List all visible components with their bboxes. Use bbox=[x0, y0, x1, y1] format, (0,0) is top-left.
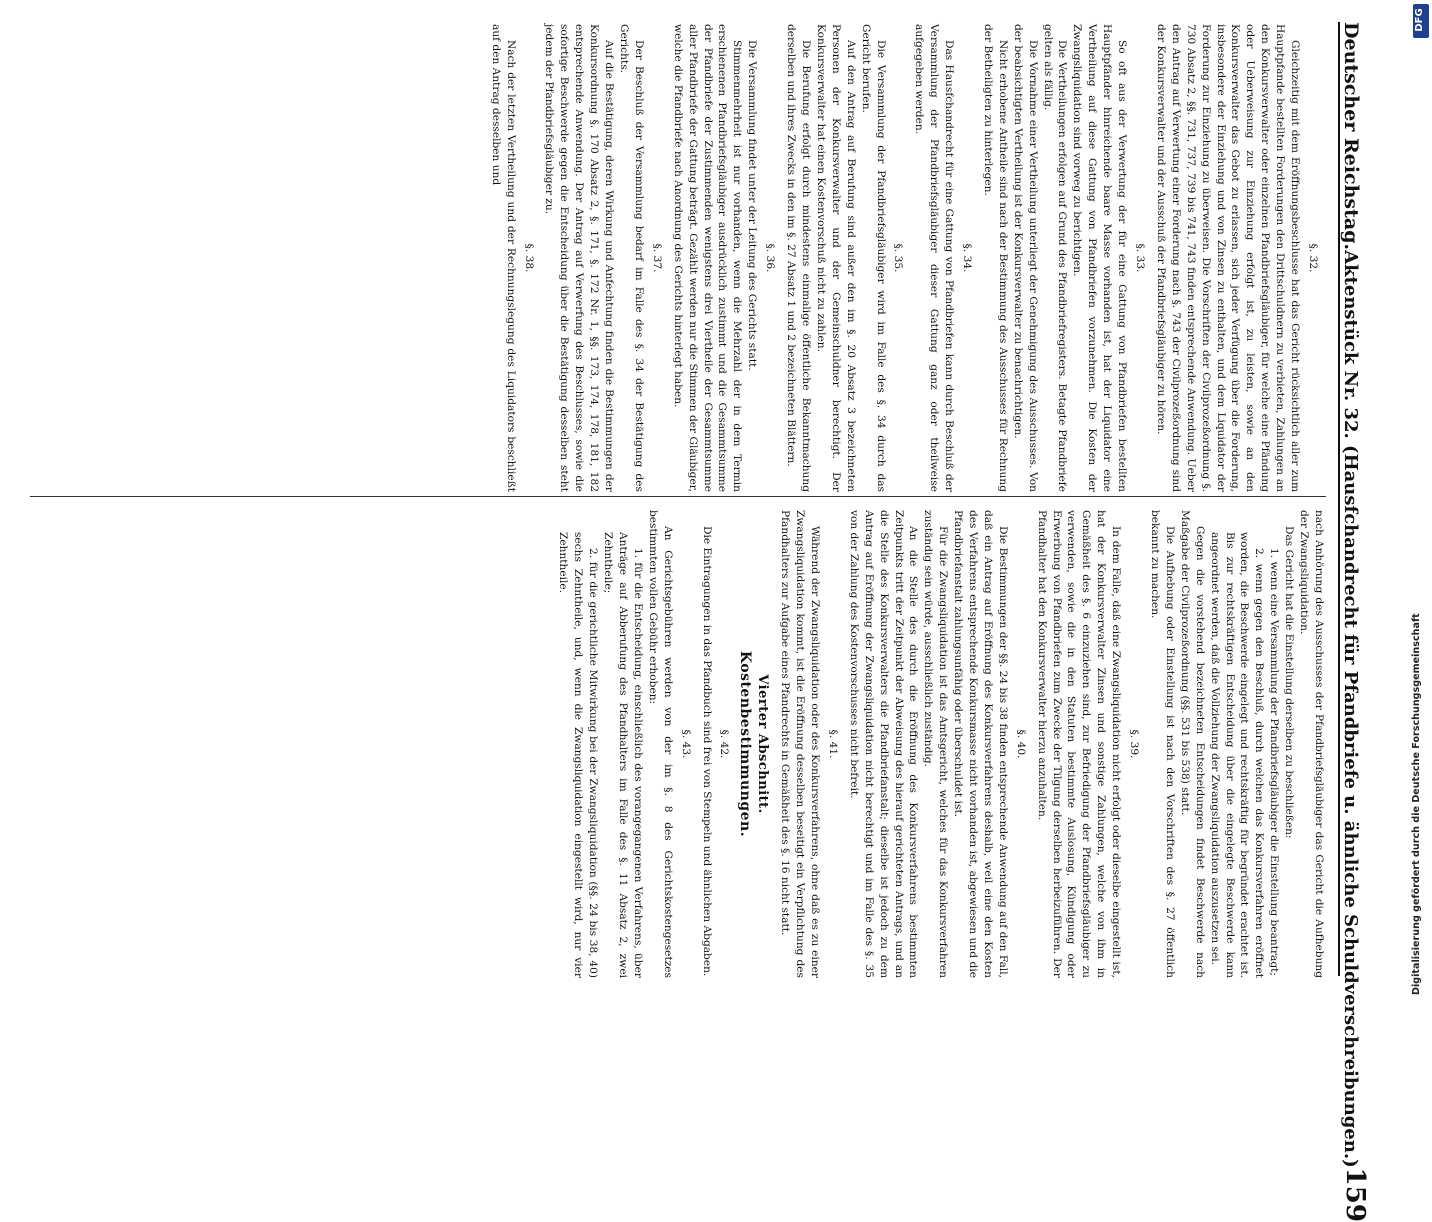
digitization-credit: Digitalisierung gefördert durch die Deutsche Forschungsgemeinschaft bbox=[1411, 613, 1422, 995]
section-number: §. 37. bbox=[650, 243, 663, 273]
paragraph: nach Anhörung des Ausschusses der Pfandbriefsgläubiger das Gericht die Aufhebung der Zwangsliquidation. bbox=[1298, 510, 1325, 978]
list-item: 1. für die Entscheidung, einschließlich des vorangegangenen Verfahrens, über Anträge auf Abberufung des Pfandhalters im Falle des §. 11 Absatz 2, zwei Zehntheile; bbox=[602, 532, 644, 978]
list-item: 2. für die gerichtliche Mitwirkung bei der Zwangsliquidation (§§. 24 bis 38, 40) sechs Zehntheile, und, wenn die Zwangsliquidation eingestellt wird, nur vier Zehntheile. bbox=[557, 532, 600, 978]
paragraph: Die Bestimmungen der §§. 24 bis 38 finden entsprechende Anwendung auf den Fall, daß ein Antrag auf Eröffnung des Konkursverfahrens deshalb, weil eine den Kosten des Verfahrens entsprechende Konkursmasse nicht vorhanden ist, abgewiesen und die Pfandbriefanstalt zahlungsunfähig oder überschuldet ist. bbox=[952, 510, 1009, 978]
column-divider bbox=[30, 496, 1326, 497]
paragraph: Die Berufung erfolgt durch mindestens einmalige öffentliche Bekanntmachung derselben und ihres Zwecks in den im §. 27 Absatz 1 und 2 bezeichneten Blättern. bbox=[785, 24, 812, 492]
section-number: §. 39. bbox=[1128, 729, 1141, 759]
paragraph: Gegen die vorstehend bezeichneten Entscheidungen findet Beschwerde nach Maßgabe der Civilprozeßordnung (§§. 531 bis 538) statt. bbox=[1178, 510, 1206, 978]
section-number: §. 41. bbox=[826, 729, 839, 759]
section-number: §. 40. bbox=[1014, 729, 1027, 759]
paragraph: Das Gericht hat die Einstellung derselben zu beschließen: bbox=[1283, 526, 1296, 839]
paragraph: Die Aufhebung oder Einstellung ist nach den Vorschriften des §. 27 öffentlich bekannt zu machen. bbox=[1149, 510, 1176, 978]
paragraph: Die Eintragungen in das Pfandbuch sind frei von Stempeln und ähnlichen Abgaben. bbox=[700, 526, 713, 977]
chapter-title: Kostenbestimmungen. bbox=[737, 650, 754, 838]
paragraph: Auf den Antrag auf Berufung sind außer den im §. 20 Absatz 3 bezeichneten Personen der Konkursverwalter und der Gemeinschuldner berechtigt. Der Konkursverwalter hat einen Kostenvorschuß nicht zu zahlen. bbox=[814, 24, 857, 492]
paragraph: Der Beschluß der Versammlung bedarf im Falle des §. 34 der Bestätigung des Gerichts. bbox=[618, 24, 645, 492]
list-item: 2. wenn gegen den Beschluß, durch welchen das Konkursverfahren eröffnet worden, die Beschwerde eingelegt und rechtskräftig für begründet erachtet ist. Bis zur rechtskräftigen Entscheidung über die eingelegte Beschwerde kann angeordnet werden, daß die Vollziehung der Zwangsliquidation auszusetzen sei. bbox=[1208, 532, 1266, 978]
paragraph: Nach der letzten Vertheilung und der Rechnungslegung des Liquidators beschließt auf den Antrag desselben und bbox=[489, 24, 517, 492]
paragraph: Die Versammlung findet unter der Leitung des Gerichts statt. bbox=[746, 40, 759, 371]
paragraph: Auf die Bestätigung, deren Wirkung und Anfechtung finden die Bestimmungen der Konkursordnung §. 170 Absatz 2, §. 171, §. 172 Nr. 1, §§. 173, 174, 178, 181, 182 entsprechende Anwendung. Der Antrag auf Verwerfung des Beschlusses, sowie die sofortige Beschwerde gegen die Entscheidung über die Bestätigung desselben steht jedem der Pfandbriefsgläubiger zu. bbox=[543, 24, 616, 492]
section-number: §. 36. bbox=[764, 243, 777, 273]
section-number: §. 43. bbox=[679, 729, 692, 759]
page-number: 159 bbox=[1340, 1167, 1370, 1222]
chapter-heading: Vierter Abschnitt. bbox=[755, 674, 771, 814]
right-column bbox=[18, 510, 1326, 978]
section-number: §. 38. bbox=[522, 243, 535, 273]
dfg-logo-badge bbox=[1413, 4, 1429, 38]
section-number: §. 35. bbox=[892, 243, 905, 273]
digitization-sidebar bbox=[1408, 0, 1432, 1000]
page-header bbox=[1338, 22, 1374, 1222]
paragraph: Die Vornahme einer Vertheilung unterliegt der Genehmigung des Ausschusses. Von der beabsichtigten Vertheilung ist der Konkursverwalter zu benachrichtigen. bbox=[1011, 24, 1039, 492]
paragraph: Während der Zwangsliquidation oder des Konkursverfahrens, ohne daß es zu einer Zwangsliquidation kommt, ist die Eröffnung desselben beseitigt ein Verpflichtung des Pfandhalters zur Aufgabe eines Pfandrechts in Gemäßheit des §. 16 nicht statt. bbox=[779, 510, 821, 978]
header-left: Deutscher Reichstag. bbox=[1340, 22, 1362, 251]
paragraph: Für die Zwangsliquidation ist das Amtsgericht, welches für das Konkursverfahren zuständig sein würde, ausschließlich zuständig. bbox=[922, 510, 950, 978]
paragraph: Das Hausfchandrecht für eine Gattung von Pfandbriefen kann durch Beschluß der Versammlung der Pfandbriefsgläubiger dieser Gattung ganz oder theilweise aufgegeben werden. bbox=[913, 24, 956, 492]
paragraph: An Gerichtsgebühren werden von der im §. 8 des Gerichtskostengesetzes bestimmten vollen Gebühr erhoben: bbox=[646, 510, 674, 978]
dfg-logo-text: DFG bbox=[1414, 8, 1425, 32]
section-number: §. 34. bbox=[961, 243, 974, 273]
paragraph: Die Vertheilungen erfolgen auf Grund des Pfandbriefregisters. Betagte Pfandbriefe gelten als fällig. bbox=[1041, 24, 1069, 492]
section-number: §. 42. bbox=[718, 729, 731, 759]
list-item: 1. wenn eine Versammlung der Pfandbriefsgläubiger die Einstellung beantragt; bbox=[1268, 548, 1281, 976]
left-column bbox=[18, 24, 1326, 492]
paragraph: Die Versammlung der Pfandbriefsgläubiger wird im Falle des §. 34 durch das Gericht berufen. bbox=[859, 24, 887, 492]
header-title: Aktenstück Nr. 32. (Hausfchandrecht für Pfandbriefe u. ähnliche Schuldverschreibungen.) bbox=[1340, 250, 1361, 1168]
paragraph: So oft aus der Verwertung der für eine Gattung von Pfandbriefen bestellten Hauptpfänder hinreichende baare Masse vorhanden ist, hat der Liquidator eine Vertheilung auf diese Gattung von Pfandbriefen vorzunehmen. Die Kosten der Zwangsliquidation sind vorweg zu berichtigen. bbox=[1071, 24, 1129, 492]
paragraph: Nicht erhobene Antheile sind nach der Bestimmung des Ausschusses für Rechnung der Betheiligten zu hinterlegen. bbox=[981, 24, 1009, 492]
paragraph: An die Stelle des durch die Eröffnung des Konkursverfahrens bestimmten Zeitpunkts tritt der Zeitpunkt der Abweisung des hierauf gerichteten Antrags, und an die Stelle des Konkursverwalters die Pfandbriefanstalt; dieselbe ist jedoch zu dem Antrag auf Eröffnung der Zwangsliquidation nicht berechtigt und im Falle des §. 35 von der Zahlung des Kostenvorschusses nicht befreit. bbox=[847, 510, 920, 978]
paragraph: Gleichzeitig mit dem Eröffnungsbeschlusse hat das Gericht rücksichtlich aller zum Hauptpfande bestellten Forderungen den Drittschuldnern zu verbieten, Zahlungen an den Konkursverwalter oder einzelnen Pfandbriefsgläubiger, für welche eine Pfändung oder Ueberweisung zur Einziehung erfolgt ist, zu leisten, sowie an den Konkursverwalter das Gebot zu erlassen, sich jeder Verfügung über die Forderung, insbesondere der Einziehung und von Zinsen zu enthalten, und dem Liquidator der Forderung zur Einziehung zu überweisen. Die Vorschriften der Civilprozeßordnung §. 730 Absatz 2, §§. 731, 737, 739 bis 741, 743 finden entsprechende Anwendung. Ueber den Antrag auf Verwertung einer Forderung nach §. 743 der Civilprozeßordnung sind der Konkursverwalter und der Ausschuß der Pfandbriefsgläubiger zu hören. bbox=[1154, 24, 1302, 492]
paragraph: In dem Falle, daß eine Zwangsliquidation nicht erfolgt oder dieselbe eingestellt ist, hat der Konkursverwalter Zinsen und sonstige Zahlungen, welche von ihm in Gemäßheit des §. 6 einzuziehen sind, zur Befriedigung der Pfandbriefsgläubiger zu verwenden, sowie die in den Statuten bestimmte Auslosung, Kündigung oder Erwerbung von Pfandbriefen zum Zwecke der Tilgung derselben herbeizuführen. Der Pfandhalter hat den Konkursverwalter hierzu anzuhalten. bbox=[1035, 510, 1123, 978]
section-number: §. 32. bbox=[1307, 243, 1319, 273]
paragraph: Stimmenmehrheit ist nur vorhanden, wenn die Mehrzahl der in dem Termin erschienenen Pfandbriefsgläubiger ausdrücklich zustimmt und die Gesammtsumme der Pfandbriefe der Zustimmenden wenigstens drei Viertheile der Gesammtsumme aller Pfandbriefe der Gattung beträgt. Gezählt werden nur die Stimmen der Gläubiger, welche die Pfandbriefe nach Anordnung des Gerichts hinterlegt haben. bbox=[671, 24, 744, 492]
section-number: §. 33. bbox=[1134, 243, 1147, 273]
